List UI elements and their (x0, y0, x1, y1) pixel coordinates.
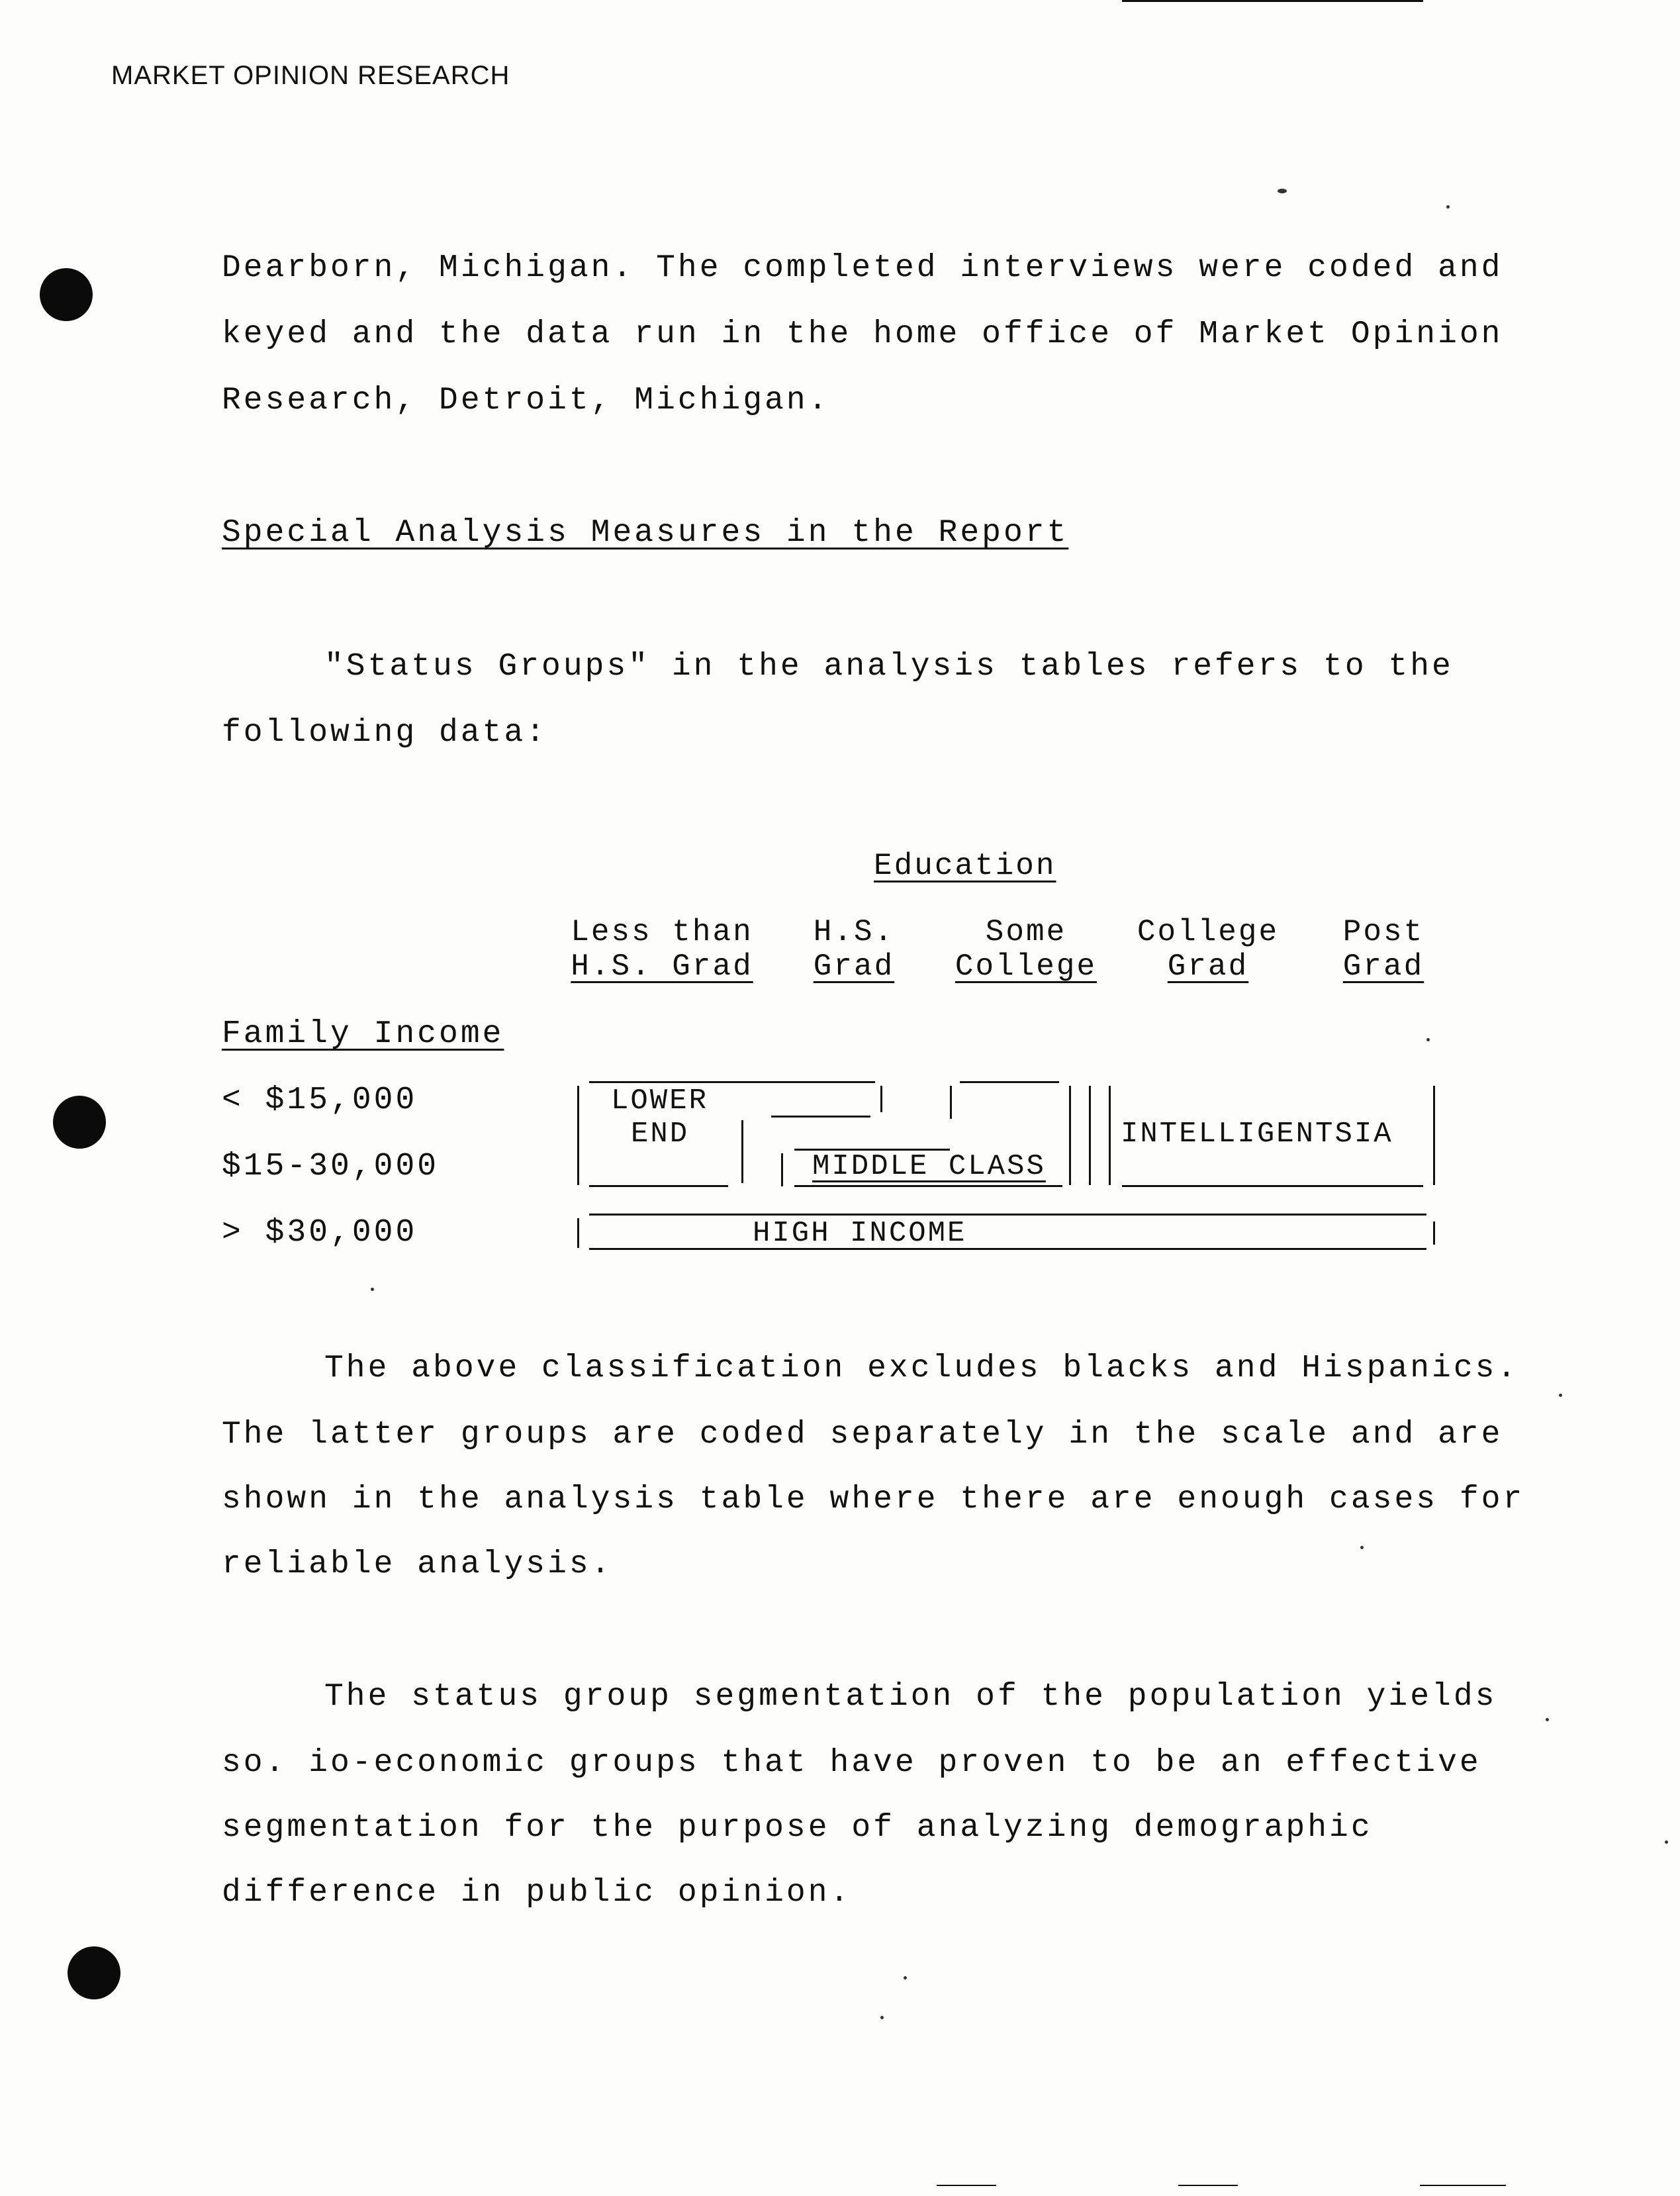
lower-end-border-bottom (589, 1185, 728, 1187)
column-header-college-grad: College Grad (1137, 915, 1280, 984)
high-income-border-bottom (589, 1248, 1426, 1250)
lower-end-label-2: END (631, 1118, 690, 1151)
punch-hole-bottom (68, 1946, 120, 1999)
intelligentsia-border-right (1433, 1086, 1435, 1185)
para1-line-1: "Status Groups" in the analysis tables refers to the (324, 649, 1454, 685)
para3-line-1: The status group segmentation of the population yields (324, 1679, 1497, 1715)
para2-line-3: shown in the analysis table where there are enough cases for (222, 1482, 1525, 1517)
family-income-label: Family Income (222, 1016, 504, 1052)
para1-line-2: following data: (222, 715, 548, 751)
para3-line-4: difference in public opinion. (222, 1875, 852, 1911)
lower-end-step-v (741, 1120, 743, 1183)
para2-line-4: reliable analysis. (222, 1547, 613, 1582)
education-label: Education (874, 849, 1056, 883)
scan-mark-bottom-3 (1420, 2185, 1506, 2186)
column-header-some-college: Some College (955, 915, 1097, 984)
high-income-label: HIGH INCOME (753, 1217, 967, 1250)
para3-line-3: segmentation for the purpose of analyzing demographic (222, 1810, 1373, 1846)
middle-class-border-right-1 (1069, 1086, 1071, 1185)
scan-speck (1278, 189, 1287, 193)
scan-speck (371, 1288, 374, 1291)
middle-class-border-bottom (794, 1185, 1062, 1187)
scan-speck (1360, 1546, 1364, 1549)
income-row-over-30000: > $30,000 (222, 1215, 418, 1251)
scan-mark-bottom-2 (1178, 2185, 1238, 2186)
punch-hole-top (40, 268, 93, 321)
lower-end-border-left (577, 1086, 579, 1185)
lower-end-step (771, 1116, 870, 1118)
intro-line-2: keyed and the data run in the home office of Market Opinion (222, 316, 1503, 352)
intelligentsia-border-left (1109, 1086, 1111, 1185)
scan-speck (1665, 1840, 1668, 1844)
scan-speck (904, 1976, 907, 1980)
intro-line-1: Dearborn, Michigan. The completed interviews were coded and (222, 250, 1503, 286)
column-header-hs-grad: H.S. Grad (813, 915, 895, 984)
lower-end-border-right-upper (880, 1086, 882, 1112)
scan-speck (1559, 1394, 1562, 1397)
intelligentsia-border-bottom (1122, 1185, 1423, 1187)
scan-speck (880, 2016, 884, 2019)
middle-class-border-right-2 (1089, 1086, 1091, 1185)
lower-end-label-1: LOWER (611, 1084, 709, 1118)
punch-hole-middle (53, 1096, 106, 1149)
scan-speck (1426, 1038, 1430, 1041)
para3-line-2: so. io-economic groups that have proven to be an effective (222, 1745, 1481, 1781)
scan-speck (1546, 1718, 1549, 1721)
scan-mark-bottom-1 (937, 2185, 996, 2186)
high-income-border-left (577, 1218, 579, 1248)
high-income-border-top (589, 1214, 1426, 1216)
middle-class-label: MIDDLE CLASS (812, 1150, 1046, 1183)
column-header-less-than-hs: Less than H.S. Grad (571, 915, 753, 984)
intelligentsia-border-top (1122, 0, 1423, 2)
column-header-post-grad: Post Grad (1342, 915, 1424, 984)
high-income-border-right (1433, 1221, 1435, 1245)
section-heading: Special Analysis Measures in the Report (222, 515, 1069, 551)
para2-line-2: The latter groups are coded separately in the scale and are (222, 1417, 1503, 1453)
intelligentsia-label: INTELLIGENTSIA (1121, 1118, 1393, 1151)
middle-class-upper-top (960, 1081, 1059, 1083)
income-row-under-15000: < $15,000 (222, 1082, 418, 1118)
letterhead: MARKET OPINION RESEARCH (111, 61, 510, 90)
lower-end-border-top (589, 1081, 875, 1083)
scan-speck (1446, 205, 1450, 209)
income-row-15-30000: $15-30,000 (222, 1149, 440, 1184)
intro-line-3: Research, Detroit, Michigan. (222, 383, 830, 418)
para2-line-1: The above classification excludes blacks and Hispanics. (324, 1351, 1519, 1386)
middle-class-border-left (781, 1153, 783, 1186)
middle-class-step-v (950, 1086, 952, 1119)
